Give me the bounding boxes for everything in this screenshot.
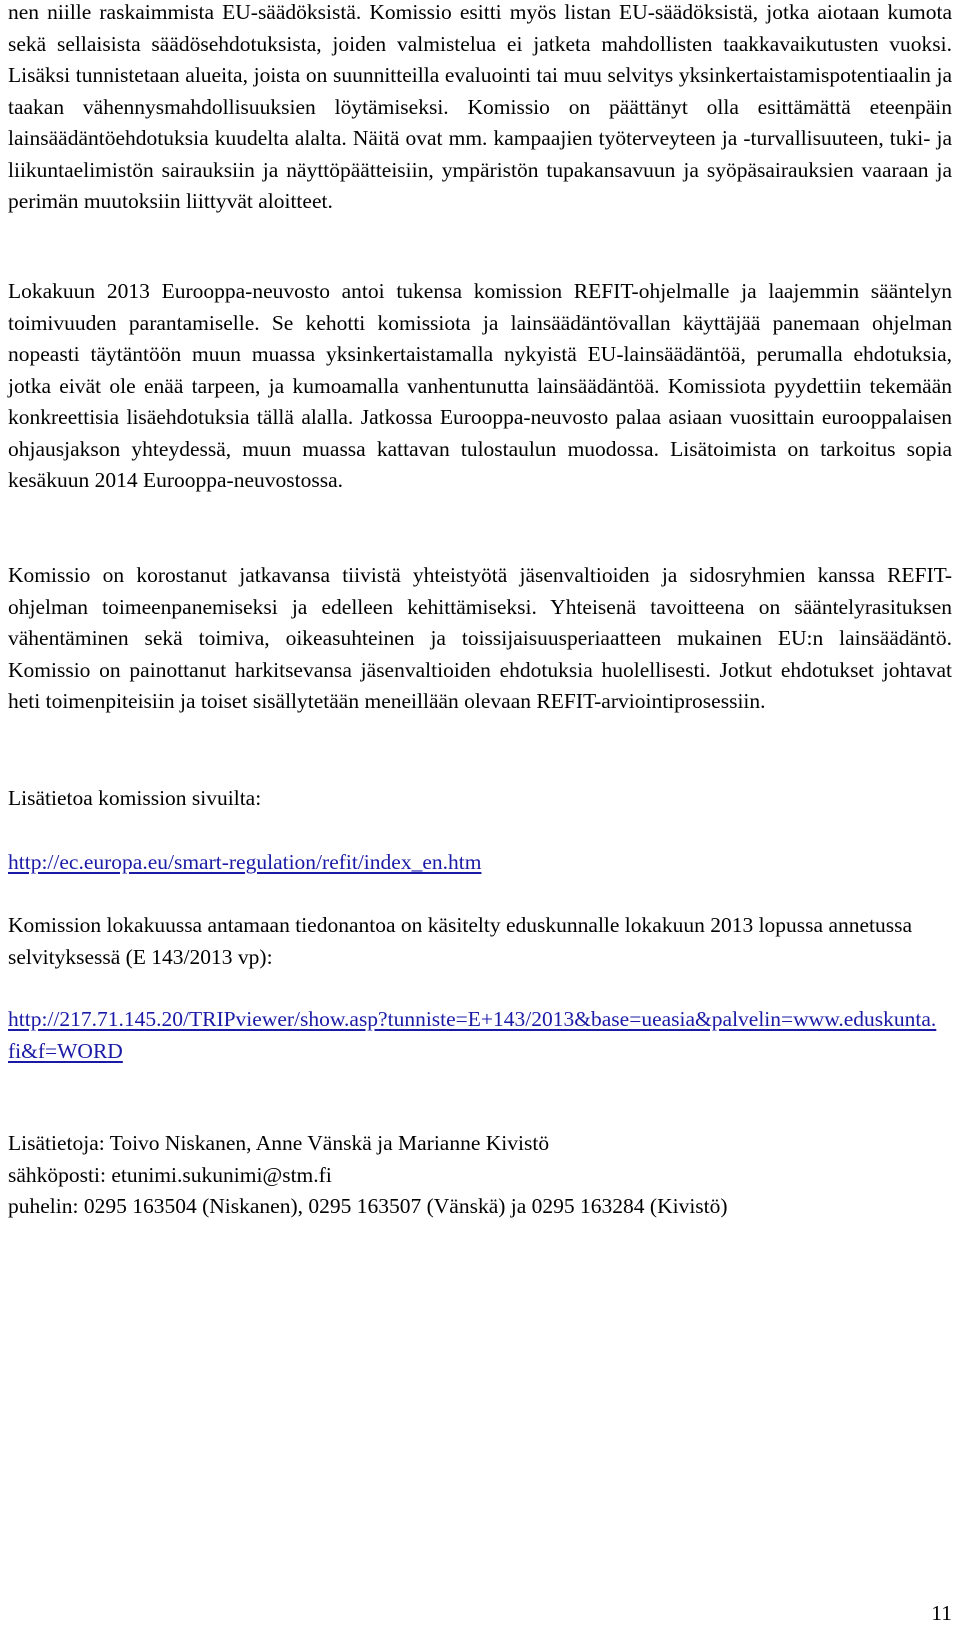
paragraph-refit-proposals: nen niille raskaimmista EU-säädöksistä. Komissio esitti myös listan EU-säädöksistä, jotka aiotaan kumota sekä sellaisista säädösehdotuksista, joiden valmistelua ei jatketa mahdollisten taakkavaikutusten vuoksi. Lisäksi tunnistetaan alueita, joista on suunnitteilla evaluointi tai muu selvitys yksinkertaistamispotentiaalin ja taakan vähennysmahdollisuuksien löytämiseksi. Komissio on päättänyt olla esittämättä eteenpäin lainsäädäntöehdotuksia kuudelta alalta. Näitä ovat mm. kampaajien työterveyteen ja -turvallisuuteen, tuki- ja liikuntaelimistön sairauksiin ja näyttöpäätteisiin, ympäristön tupakansavuun ja syöpäsairauksien vaaraan ja perimän muutoksiin liittyvät aloitteet. — [8, 0, 952, 213]
commission-refit-link[interactable]: http://ec.europa.eu/smart-regulation/refit/index_en.htm — [8, 850, 482, 874]
eduskunta-report-link[interactable]: http://217.71.145.20/TRIPviewer/show.asp?tunniste=E+143/2013&base=ueasia&palvelin=www.eduskunta.fi&f=WORD — [8, 1007, 937, 1063]
contact-people: Lisätietoja: Toivo Niskanen, Anne Vänskä ja Marianne Kivistö — [8, 1131, 550, 1155]
commission-link-line — [8, 847, 952, 879]
contact-email: sähköposti: etunimi.sukunimi@stm.fi — [8, 1162, 332, 1187]
paragraph-eduskunta-report: Komission lokakuussa antamaan tiedonantoa on käsitelty eduskunnalle lokakuun 2013 lopussa annetussa selvityksessä (E 143/2013 vp): — [8, 913, 913, 969]
eduskunta-link-line — [8, 1004, 938, 1067]
paragraph-commission-cooperation: Komissio on korostanut jatkavansa tiivistä yhteistyötä jäsenvaltioiden ja sidosryhmien kanssa REFIT-ohjelman toimeenpanemiseksi ja edelleen kehittämiseksi. Yhteisenä tavoitteena on sääntelyrasituksen vähentäminen sekä toimiva, oikeasuhteinen ja toissijaisuusperiaatteen mukainen EU:n lainsäädäntö. Komissio on painottanut harkitsevansa jäsenvaltioiden ehdotuksia huolellisesti. Jotkut ehdotukset johtavat heti toimenpiteisiin ja toiset sisällytetään meneillään olevaan REFIT-arviointiprosessiin. — [8, 563, 952, 713]
contact-phone: puhelin: 0295 163504 (Niskanen), 0295 163507 (Vänskä) ja 0295 163284 (Kivistö) — [8, 1194, 728, 1218]
more-info-label: Lisätietoa komission sivuilta: — [8, 786, 262, 810]
paragraph-european-council: Lokakuun 2013 Eurooppa-neuvosto antoi tukensa komission REFIT-ohjelmalle ja laajemmin sääntelyn toimivuuden parantamiselle. Se kehotti komissiota ja lainsäädäntövallan käyttäjää panemaan ohjelman nopeasti täytäntöön muun muassa yksinkertaistamalla nykyistä EU-lainsäädäntöä, perumalla ehdotuksia, jotka eivät ole enää tarpeen, ja kumoamalla vanhentunutta lainsäädäntöä. Komissiota pyydettiin tekemään konkreettisia lisäehdotuksia tällä alalla. Jatkossa Eurooppa-neuvosto palaa asiaan vuosittain eurooppalaisen ohjausjakson yhteydessä, muun muassa kattavan tulostaulun muodossa. Lisätoimista on tarkoitus sopia kesäkuun 2014 Eurooppa-neuvostossa. — [8, 279, 952, 492]
contact-block — [8, 1128, 952, 1223]
page-number: 11 — [931, 1601, 952, 1625]
